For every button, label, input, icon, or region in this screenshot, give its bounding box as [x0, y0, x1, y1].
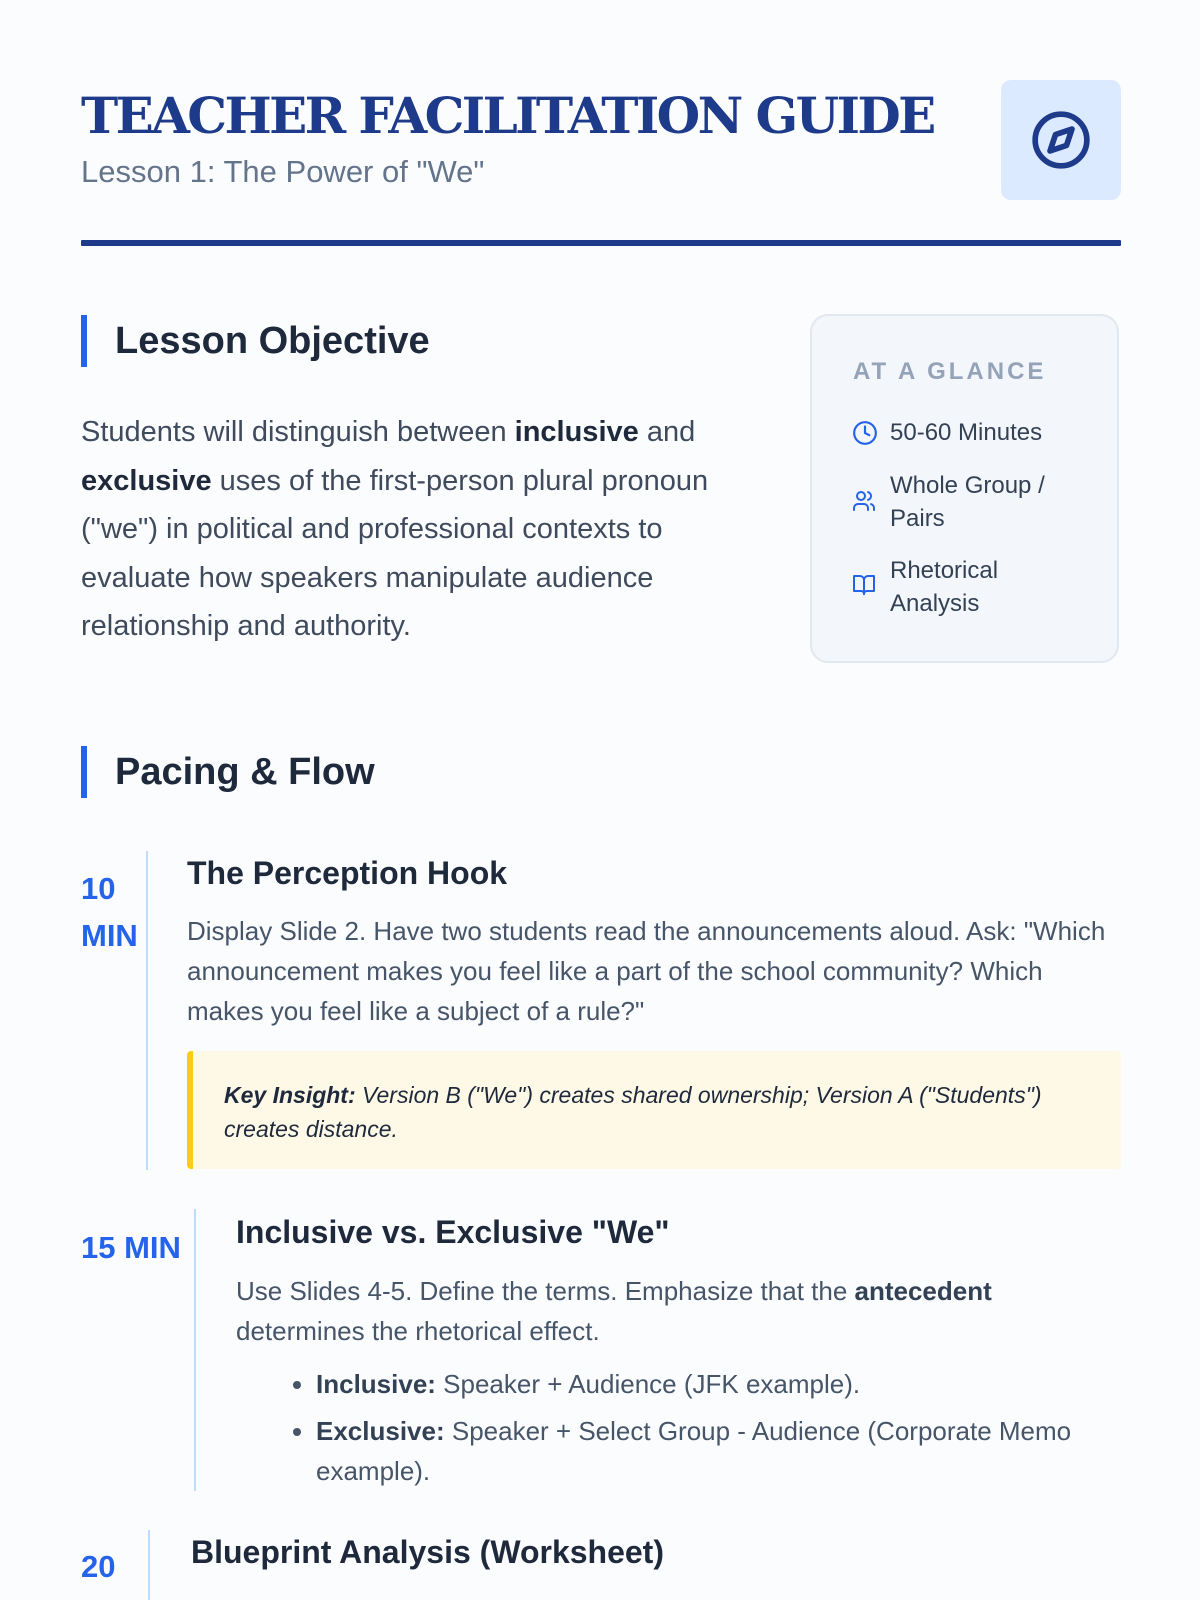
step-duration: 15 MIN [81, 1230, 181, 1265]
objective-term-inclusive: inclusive [514, 416, 639, 448]
glance-item-label: Rhetorical Analysis [890, 557, 999, 617]
timeline-line [148, 1530, 150, 1600]
objective-heading: Lesson Objective [81, 315, 430, 367]
glance-item-duration [852, 416, 1092, 452]
compass-badge [1001, 80, 1121, 200]
insight-label: Key Insight: [224, 1082, 356, 1108]
step-title: Inclusive vs. Exclusive "We" [236, 1214, 670, 1250]
clock-icon [852, 420, 878, 446]
step-description: Use Slides 4-5. Define the terms. Emphasize that the antecedent determines the rhetorical effect. [236, 1276, 992, 1346]
key-insight-callout [187, 1051, 1121, 1169]
term-antecedent: antecedent [854, 1276, 992, 1306]
timeline-line [194, 1209, 196, 1491]
list-item-exclusive: • Exclusive: Speaker + Select Group - Audience (Corporate Memo example). [316, 1411, 1166, 1491]
step-title: Blueprint Analysis (Worksheet) [191, 1534, 664, 1570]
step-title: The Perception Hook [187, 855, 508, 891]
glance-item-skill [852, 554, 1092, 622]
lesson-subtitle: Lesson 1: The Power of "We" [81, 154, 485, 189]
timeline-line [146, 851, 148, 1170]
pacing-heading: Pacing & Flow [81, 746, 375, 798]
page-title: TEACHER FACILITATION GUIDE [81, 86, 934, 145]
step-description: Display Slide 2. Have two students read the announcements aloud. Ask: "Which announcement makes you feel like a part of the school community? Which makes you feel like a subject of a rule?" [187, 916, 1106, 1026]
users-icon [852, 489, 876, 513]
step-duration: 10 MIN [81, 871, 138, 953]
step-duration: 20 [81, 1549, 116, 1584]
book-open-icon [852, 573, 876, 597]
compass-icon [1030, 109, 1092, 171]
we-types-list [276, 1364, 1166, 1498]
objective-term-exclusive: exclusive [81, 464, 212, 497]
guide-header [81, 80, 1121, 242]
at-a-glance-heading: AT A GLANCE [853, 358, 1047, 385]
at-a-glance-card [810, 314, 1119, 663]
list-item-inclusive: • Inclusive: Speaker + Audience (JFK example). [316, 1364, 1166, 1404]
glance-item-label: Whole Group / Pairs [890, 472, 1045, 532]
glance-item-label: 50-60 Minutes [890, 419, 1043, 446]
objective-text: Students will distinguish between inclusive and exclusive uses of the first-person plural pronoun ("we") in political and professional contexts to evaluate how speakers manipulate audience relationship and authority. [81, 416, 709, 642]
glance-item-grouping [852, 469, 1092, 537]
insight-text: Version B ("We") creates shared ownership; Version A ("Students") creates distance. [224, 1082, 1042, 1142]
header-divider [81, 240, 1121, 246]
